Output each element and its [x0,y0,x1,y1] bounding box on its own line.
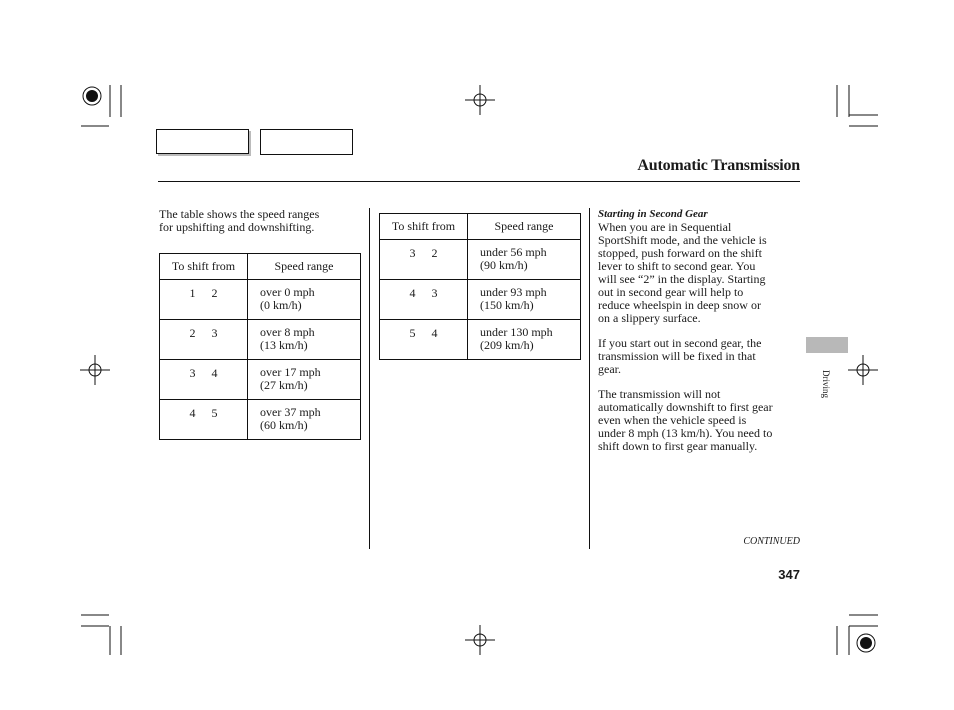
gear-from: 3 [409,246,416,260]
text-line: transmission will be fixed in that [598,349,756,363]
column-divider-2 [589,208,590,549]
gear-to: 2 [431,246,438,260]
speed-mph: over 37 mph [260,405,321,419]
upshift-table [159,253,361,440]
text-line: SportShift mode, and the vehicle is [598,233,767,247]
table-row [160,400,361,440]
page-number: 347 [778,567,800,582]
speed-mph: under 130 mph [480,325,553,339]
col-header-from: To shift from [380,214,468,240]
speed-mph: over 17 mph [260,365,321,379]
gear-from: 5 [409,326,416,340]
text-line: reduce wheelspin in deep snow or [598,298,761,312]
gear-to: 5 [211,406,218,420]
speed-kmh: (150 km/h) [480,298,534,312]
text-line: stopped, push forward on the shift [598,246,762,260]
intro-line-2: for upshifting and downshifting. [159,220,315,234]
intro-text [159,208,364,234]
text-line: even when the vehicle speed is [598,413,747,427]
col-header-range: Speed range [468,214,581,240]
speed-mph: over 8 mph [260,325,315,339]
speed-kmh: (209 km/h) [480,338,534,352]
speed-kmh: (60 km/h) [260,418,308,432]
text-line: on a slippery surface. [598,311,701,325]
col-header-from: To shift from [160,254,248,280]
paragraph-2 [598,337,803,376]
speed-mph: over 0 mph [260,285,315,299]
col-header-range: Speed range [248,254,361,280]
table-row [160,320,361,360]
text-line: gear. [598,362,621,376]
column-divider-1 [369,208,370,549]
text-line: If you start out in second gear, the [598,336,762,350]
gear-to: 2 [211,286,218,300]
section-heading: Starting in Second Gear [598,208,708,220]
speed-mph: under 56 mph [480,245,547,259]
table-header-row [160,254,361,280]
speed-mph: under 93 mph [480,285,547,299]
section-side-tab [806,337,848,353]
continued-label: CONTINUED [743,536,800,547]
table-row [160,360,361,400]
gear-from: 1 [189,286,196,300]
header-tab-box-1 [156,129,249,154]
gear-to: 4 [211,366,218,380]
table-row [160,280,361,320]
page-title: Automatic Transmission [637,157,800,174]
table-row [380,240,581,280]
gear-from: 2 [189,326,196,340]
text-line: The transmission will not [598,387,721,401]
gear-to: 3 [211,326,218,340]
speed-kmh: (90 km/h) [480,258,528,272]
table-row [380,320,581,360]
downshift-table [379,213,581,360]
speed-kmh: (0 km/h) [260,298,302,312]
title-rule [158,181,800,182]
table-header-row [380,214,581,240]
right-column [598,208,803,453]
paragraph-1 [598,221,803,325]
section-side-label: Driving [821,370,831,398]
gear-from: 3 [189,366,196,380]
gear-from: 4 [409,286,416,300]
text-line: out in second gear will help to [598,285,744,299]
text-line: shift down to first gear manually. [598,439,758,453]
intro-line-1: The table shows the speed ranges [159,207,320,221]
paragraph-3 [598,388,803,453]
speed-kmh: (27 km/h) [260,378,308,392]
speed-kmh: (13 km/h) [260,338,308,352]
gear-from: 4 [189,406,196,420]
table-row [380,280,581,320]
text-line: automatically downshift to first gear [598,400,773,414]
text-line: will see “2” in the display. Starting [598,272,766,286]
gear-to: 3 [431,286,438,300]
header-tab-box-2 [260,129,353,155]
text-line: lever to shift to second gear. You [598,259,756,273]
text-line: under 8 mph (13 km/h). You need to [598,426,773,440]
gear-to: 4 [431,326,438,340]
text-line: When you are in Sequential [598,220,732,234]
